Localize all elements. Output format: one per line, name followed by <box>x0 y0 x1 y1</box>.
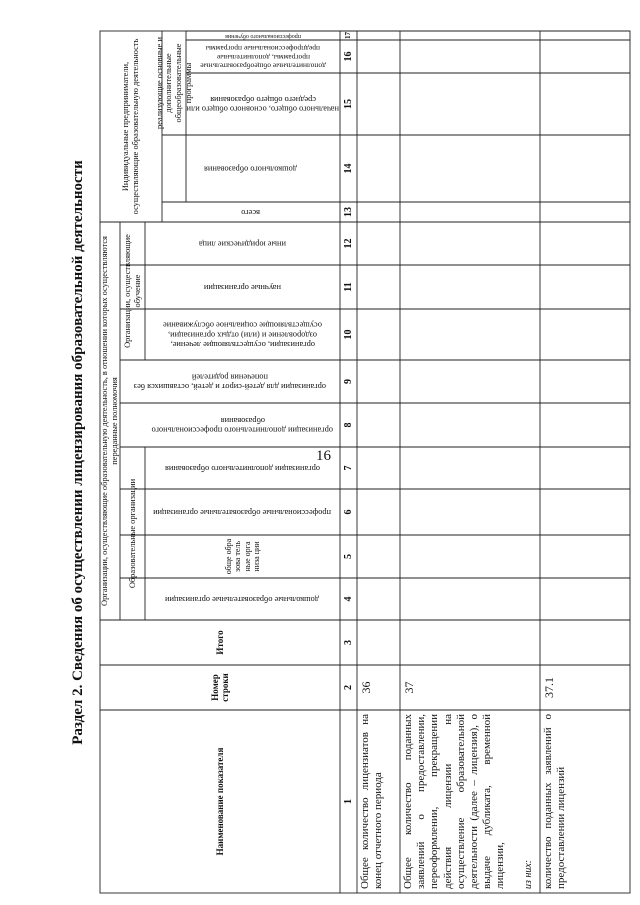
header-training-orgs: Организации, осуществляющие обучение <box>122 234 142 348</box>
col-num-3: 3 <box>342 640 354 645</box>
row-37-1-label: количество поданных заявлений о предоставлении лицензий <box>542 714 568 889</box>
col-num-16: 16 <box>342 51 354 62</box>
col-num-12: 12 <box>342 238 354 249</box>
col-num-13: 13 <box>342 207 354 217</box>
header-ent-supp: дополнительные общеобразовательные программы, дополнительные предпрофессиональные программы <box>200 44 326 71</box>
col-num-8: 8 <box>342 422 354 428</box>
header-supp-prof: организации дополнительного профессионального образования <box>151 416 334 435</box>
header-indicator: Наименование показателя <box>214 747 225 856</box>
header-ent-prof: профессионального обучения <box>225 32 301 39</box>
col-num-5: 5 <box>342 554 354 559</box>
header-group-main: Организации, осуществляющие образовательную деятельность, в отношении которых осуществляются переданные полномочия <box>100 236 119 606</box>
header-supplementary: организации дополнительного образования <box>165 463 320 473</box>
header-all: всего <box>241 207 261 217</box>
header-scientific: научные организации <box>203 282 282 292</box>
header-total: Итого <box>214 630 225 655</box>
row-37-label: Общее количество поданных заявлений о предоставлении, переоформлении, прекращении действия лицензии на осуществление образовательной деятельности (далее – лицензия), о выдаче дубликата, временной лицензии, <box>402 714 507 889</box>
row-37-1-code: 37.1 <box>542 677 556 698</box>
header-preschool: дошкольные образовательные организации <box>165 594 320 604</box>
col-num-4: 4 <box>342 596 354 602</box>
row-37-subnote: из них: <box>523 859 535 889</box>
row-37-code: 37 <box>402 681 416 694</box>
header-professional: профессиональные образовательные организации <box>153 507 332 517</box>
col-num-15: 15 <box>342 99 354 109</box>
col-num-11: 11 <box>342 282 354 292</box>
header-orphans: организации для детей-сирот и детей, оставшихся без попечения родителей <box>133 372 327 392</box>
header-health: организации, осуществляющие лечение, оздоровление и (или) отдых организации, осуществляющие социальное обслуживание <box>163 320 322 349</box>
header-educational-orgs: Образовательные организации <box>127 478 137 589</box>
col-num-9: 9 <box>342 379 354 384</box>
header-implementing: реализующие основные и дополнительные общеобразовательные программы <box>154 37 193 129</box>
row-36-label: Общее количество лицензиатов на конец отчетного периода <box>359 714 385 889</box>
col-num-17: 17 <box>344 32 353 39</box>
col-num-1: 1 <box>342 799 354 804</box>
header-row-number: Номер строки <box>209 673 230 702</box>
header-ent-preschool: дошкольного образования <box>204 164 298 174</box>
col-num-10: 10 <box>342 329 354 340</box>
col-num-7: 7 <box>342 465 354 471</box>
header-other-legal: иные юридические лица <box>198 239 287 249</box>
header-ent-general: начального общего, основного общего или среднего общего образования <box>186 95 340 114</box>
section-title: Раздел 2. Сведения об осуществлении лицензирования образовательной деятельности <box>70 160 86 745</box>
col-num-6: 6 <box>342 509 354 515</box>
row-36-code: 36 <box>359 681 373 694</box>
page-number: 16 <box>316 448 331 464</box>
header-general: обще обра зова тель ные орга низа ции <box>224 538 261 575</box>
col-num-14: 14 <box>342 163 354 174</box>
col-num-2: 2 <box>342 685 354 690</box>
header-entrepreneurs: Индивидуальные предприниматели, осуществляющие образовательную деятельность <box>121 38 140 215</box>
